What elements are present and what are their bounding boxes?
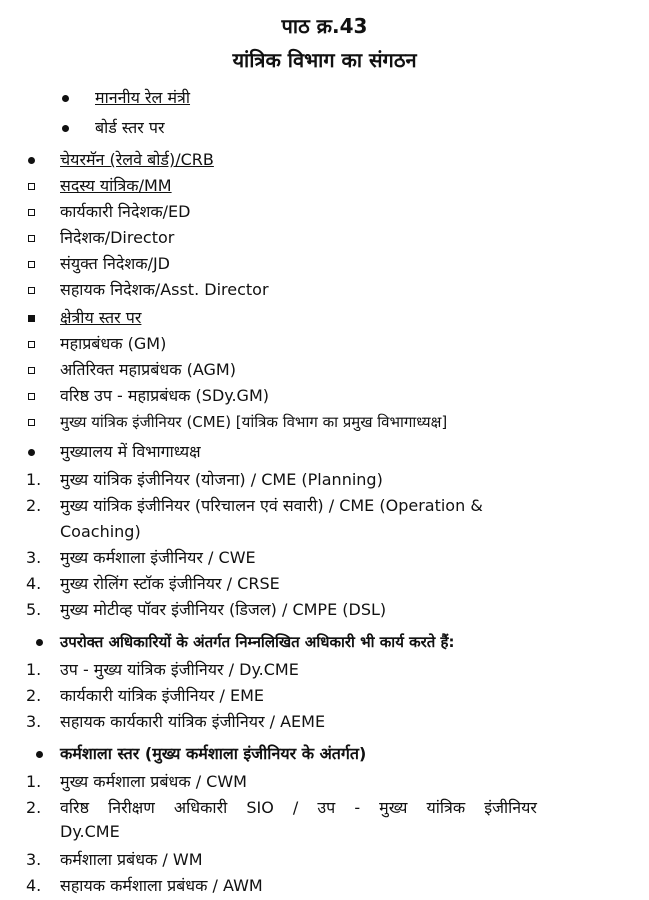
checkbox-square-icon	[28, 341, 35, 348]
checkbox-square-icon	[28, 235, 35, 242]
checkbox-square-icon	[28, 209, 35, 216]
checkbox-square-icon	[28, 367, 35, 374]
checkbox-square-icon	[28, 393, 35, 400]
bullet-icon	[28, 449, 35, 456]
square-bullet-icon	[28, 315, 35, 322]
lesson-number: पाठ क्र.43	[281, 14, 368, 38]
bullet-icon	[36, 751, 43, 758]
checkbox-square-icon	[28, 419, 35, 426]
bullet-icon	[28, 157, 35, 164]
checkbox-square-icon	[28, 287, 35, 294]
bullet-icon	[62, 125, 69, 132]
document-page: पाठ क्र.43 यांत्रिक विभाग का संगठन माननीय रेल मंत्री बोर्ड स्तर पर चेयरमॅन (रेलवे बोर्ड)/CRB सदस्य यांत्रिक/MM कार्यकारी निदेशक/ED निदेशक/Director संयुक्त निदेशक/JD सहायक निदेशक/Asst. Director क्षेत्रीय स्तर पर महाप्रबंधक (GM) अतिरिक्त महाप्रबंधक (AGM) वरिष्ठ उप - महाप्रबंधक (SDy.GM) मुख्य यांत्रिक इंजीनियर (CME) [यांत्रिक विभाग का प्रमुख विभागाध्यक्ष] मुख्यालय में विभागाध्यक्ष 1. मुख्य यांत्रिक इंजीनियर (योजना) / CME (Planning) 2. मुख्य यांत्रिक इंजीनियर (परिचालन एवं सवारी) / CME (Operation & Coaching) 3. मुख्य कर्मशाला इंजीनियर / CWE 4. मुख्य रोलिंग स्टॉक इंजीनियर / CRSE 5. मुख्य मोटीव्ह पॉवर इंजीनियर (डिजल) / CMPE (DSL) उपरोक्त अधिकारियों के अंतर्गत निम्नलिखित अधिकारी भी कार्य करते हैं: 1. उप - मुख्य यांत्रिक इंजीनियर / Dy.CME 2. कार्यकारी यांत्रिक इंजीनियर / EME 3. सहायक कार्यकारी यांत्रिक इंजीनियर / AEME कर्मशाला स्तर (मुख्य कर्मशाला इंजीनियर के अंतर्गत) 1. मुख्य कर्मशाला प्रबंधक / CWM 2. वरिष्ठ निरीक्षण अधिकारी SIO / उप - मुख्य यांत्रिक इंजीनियर Dy.CME 3. कर्मशाला प्रबंधक / WM 4. सहायक कर्मशाला प्रबंधक / AWM	[0, 0, 649, 900]
checkbox-square-icon	[28, 261, 35, 268]
checkbox-square-icon	[28, 183, 35, 190]
page-title: यांत्रिक विभाग का संगठन	[232, 48, 417, 72]
bullet-icon	[36, 639, 43, 646]
bullet-icon	[62, 95, 69, 102]
